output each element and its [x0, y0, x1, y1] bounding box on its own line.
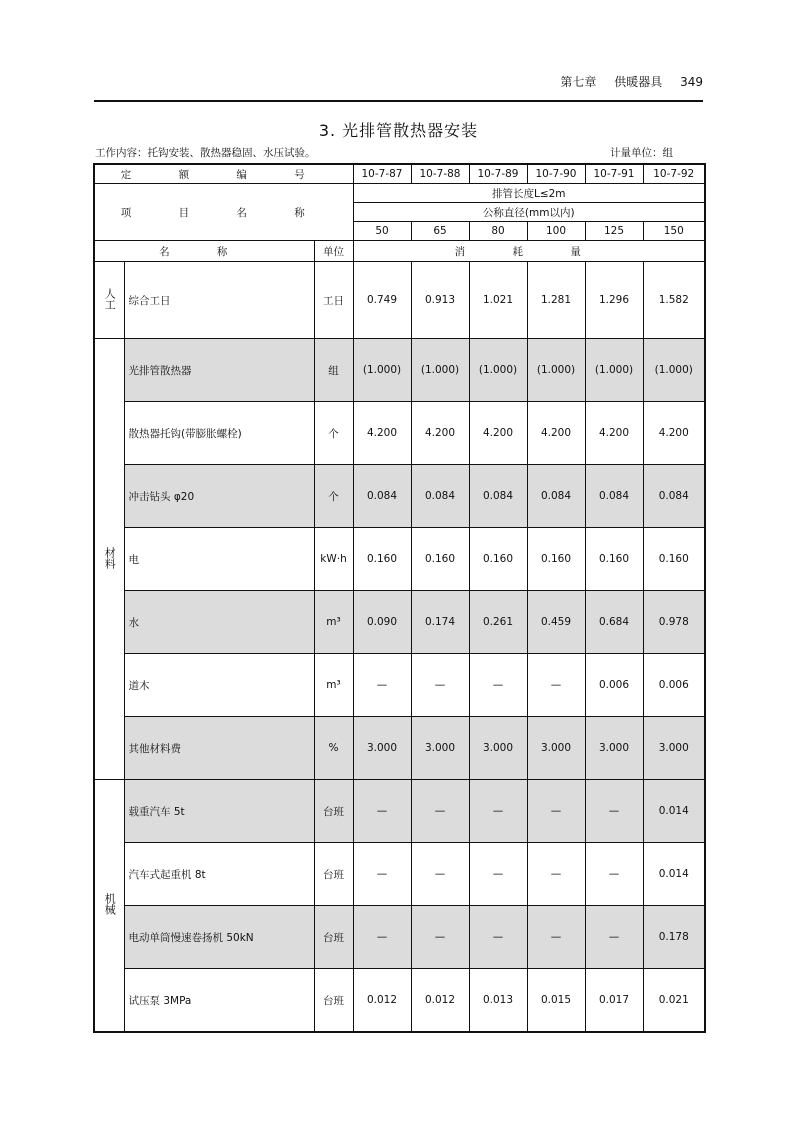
value-cell: 3.000	[469, 717, 527, 780]
value-cell: 0.084	[469, 465, 527, 528]
value-cell: 3.000	[527, 717, 585, 780]
code-cell: 10-7-87	[353, 164, 411, 184]
value-cell: (1.000)	[411, 339, 469, 402]
table-row	[94, 591, 705, 654]
value-cell: 4.200	[411, 402, 469, 465]
value-cell: 3.000	[585, 717, 643, 780]
value-cell: 0.978	[643, 591, 705, 654]
item-unit: 个	[314, 402, 353, 465]
table-row	[94, 780, 705, 843]
spec-line-2: 公称直径(mm以内)	[353, 203, 705, 222]
item-unit: m³	[314, 654, 353, 717]
table-row	[94, 465, 705, 528]
category-cell	[94, 262, 124, 339]
measurement-unit: 计量单位：组	[610, 147, 673, 159]
item-unit: kW·h	[314, 528, 353, 591]
value-cell: 0.015	[527, 969, 585, 1033]
value-cell: 4.200	[527, 402, 585, 465]
col-unit-header: 单位	[314, 241, 353, 262]
value-cell: 4.200	[469, 402, 527, 465]
item-unit: m³	[314, 591, 353, 654]
value-cell: 4.200	[353, 402, 411, 465]
category-label: 机械	[103, 893, 117, 915]
item-unit: 台班	[314, 906, 353, 969]
work-content: 工作内容：托钩安装、散热器稳固、水压试验。	[95, 147, 316, 159]
item-unit: %	[314, 717, 353, 780]
category-cell	[94, 780, 124, 1033]
value-cell: —	[353, 654, 411, 717]
value-cell: 1.296	[585, 262, 643, 339]
value-cell: —	[585, 843, 643, 906]
table-row	[94, 843, 705, 906]
value-cell: (1.000)	[527, 339, 585, 402]
table-row	[94, 339, 705, 402]
chapter-label: 第七章	[560, 75, 597, 89]
value-cell: 0.684	[585, 591, 643, 654]
header-rule	[94, 100, 703, 102]
value-cell: —	[353, 780, 411, 843]
item-name: 试压泵 3MPa	[124, 969, 314, 1033]
value-cell: 0.012	[411, 969, 469, 1033]
value-cell: 4.200	[585, 402, 643, 465]
value-cell: 0.749	[353, 262, 411, 339]
value-cell: 0.459	[527, 591, 585, 654]
value-cell: —	[585, 906, 643, 969]
value-cell: —	[527, 780, 585, 843]
value-cell: 0.160	[469, 528, 527, 591]
table-row	[94, 717, 705, 780]
item-name: 综合工日	[124, 262, 314, 339]
code-row	[94, 164, 705, 184]
value-cell: 0.014	[643, 843, 705, 906]
diameter-cell: 100	[527, 222, 585, 241]
item-name: 汽车式起重机 8t	[124, 843, 314, 906]
value-cell: 4.200	[643, 402, 705, 465]
value-cell: 0.084	[353, 465, 411, 528]
item-name: 电	[124, 528, 314, 591]
value-cell: 0.178	[643, 906, 705, 969]
diameter-cell: 125	[585, 222, 643, 241]
value-cell: 0.160	[353, 528, 411, 591]
value-cell: —	[411, 654, 469, 717]
diameter-cell: 65	[411, 222, 469, 241]
spec-row-1	[94, 184, 705, 203]
value-cell: (1.000)	[643, 339, 705, 402]
item-unit: 个	[314, 465, 353, 528]
value-cell: —	[469, 906, 527, 969]
value-cell: 0.084	[527, 465, 585, 528]
value-cell: —	[469, 780, 527, 843]
value-cell: 0.160	[411, 528, 469, 591]
item-name: 散热器托钩(带膨胀螺栓)	[124, 402, 314, 465]
value-cell: —	[353, 843, 411, 906]
value-cell: —	[585, 780, 643, 843]
value-cell: 0.084	[585, 465, 643, 528]
value-cell: 0.913	[411, 262, 469, 339]
code-cell: 10-7-90	[527, 164, 585, 184]
value-cell: 0.012	[353, 969, 411, 1033]
item-name: 电动单筒慢速卷扬机 50kN	[124, 906, 314, 969]
value-cell: —	[469, 843, 527, 906]
value-cell: 1.021	[469, 262, 527, 339]
col-consumption-header: 消 耗 量	[353, 241, 705, 262]
value-cell: 0.006	[585, 654, 643, 717]
diameter-cell: 80	[469, 222, 527, 241]
value-cell: 0.261	[469, 591, 527, 654]
table-row	[94, 528, 705, 591]
spec-line-1: 排管长度L≤2m	[353, 184, 705, 203]
section-label: 供暖器具	[614, 75, 663, 89]
page-title: 3. 光排管散热器安装	[318, 121, 479, 140]
value-cell: (1.000)	[353, 339, 411, 402]
value-cell: 0.090	[353, 591, 411, 654]
value-cell: —	[527, 843, 585, 906]
value-cell: 0.160	[527, 528, 585, 591]
code-cell: 10-7-92	[643, 164, 705, 184]
diameter-cell: 50	[353, 222, 411, 241]
value-cell: 0.006	[643, 654, 705, 717]
value-cell: 0.160	[643, 528, 705, 591]
value-cell: 0.021	[643, 969, 705, 1033]
value-cell: 0.084	[643, 465, 705, 528]
item-name: 水	[124, 591, 314, 654]
value-cell: 0.160	[585, 528, 643, 591]
value-cell: 0.174	[411, 591, 469, 654]
category-cell	[94, 339, 124, 780]
category-label: 人工	[103, 287, 117, 310]
value-cell: —	[527, 654, 585, 717]
code-cell: 10-7-88	[411, 164, 469, 184]
value-cell: 0.084	[411, 465, 469, 528]
value-cell: 0.013	[469, 969, 527, 1033]
value-cell: (1.000)	[469, 339, 527, 402]
value-cell: —	[411, 780, 469, 843]
item-name: 冲击钻头 φ20	[124, 465, 314, 528]
page-number: 349	[680, 75, 703, 89]
item-unit: 组	[314, 339, 353, 402]
value-cell: 0.014	[643, 780, 705, 843]
item-name: 载重汽车 5t	[124, 780, 314, 843]
value-cell: —	[411, 906, 469, 969]
running-header	[94, 70, 703, 94]
col-name-header: 名 称	[94, 241, 314, 262]
value-cell: 1.281	[527, 262, 585, 339]
table-row	[94, 654, 705, 717]
value-cell: —	[469, 654, 527, 717]
value-cell: 0.017	[585, 969, 643, 1033]
item-unit: 台班	[314, 780, 353, 843]
value-cell: 1.582	[643, 262, 705, 339]
value-cell: —	[411, 843, 469, 906]
code-cell: 10-7-89	[469, 164, 527, 184]
table-row	[94, 402, 705, 465]
item-name: 光排管散热器	[124, 339, 314, 402]
column-header-row	[94, 241, 705, 262]
item-unit: 台班	[314, 843, 353, 906]
value-cell: 3.000	[353, 717, 411, 780]
value-cell: —	[353, 906, 411, 969]
value-cell: —	[527, 906, 585, 969]
diameter-cell: 150	[643, 222, 705, 241]
item-unit: 工日	[314, 262, 353, 339]
item-label: 项 目 名 称	[94, 184, 353, 241]
item-name: 其他材料费	[124, 717, 314, 780]
quota-label: 定 额 编 号	[94, 164, 353, 184]
value-cell: (1.000)	[585, 339, 643, 402]
table-row	[94, 262, 705, 339]
table-row	[94, 906, 705, 969]
value-cell: 3.000	[411, 717, 469, 780]
item-name: 道木	[124, 654, 314, 717]
category-label: 材料	[103, 546, 117, 569]
table-row	[94, 969, 705, 1033]
code-cell: 10-7-91	[585, 164, 643, 184]
item-unit: 台班	[314, 969, 353, 1033]
value-cell: 3.000	[643, 717, 705, 780]
quota-table	[93, 163, 706, 1033]
